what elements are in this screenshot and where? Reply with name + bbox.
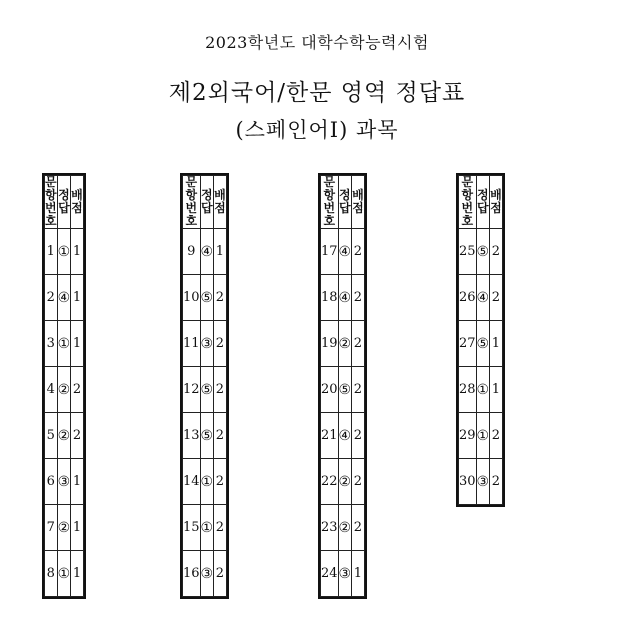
answer-block-2 — [180, 173, 229, 599]
answer-choice: ⑤ — [338, 367, 352, 413]
point-value: 1 — [71, 321, 84, 367]
table-row — [459, 367, 503, 413]
answer-table — [320, 175, 365, 597]
answer-choice: ④ — [200, 229, 214, 275]
answer-choice: ⑤ — [476, 229, 490, 275]
table-row — [183, 505, 227, 551]
point-value: 2 — [352, 229, 365, 275]
table-row — [321, 229, 365, 275]
subject-title: (스페인어Ⅰ) 과목 — [235, 118, 399, 142]
question-number: 3 — [45, 321, 58, 367]
question-number: 28 — [459, 367, 477, 413]
answer-choice: ③ — [57, 459, 71, 505]
question-number: 9 — [183, 229, 201, 275]
question-number: 5 — [45, 413, 58, 459]
point-value: 2 — [352, 321, 365, 367]
exam-year-title: 2023학년도 대학수학능력시험 — [205, 33, 429, 52]
answer-choice: ② — [338, 459, 352, 505]
point-value: 2 — [490, 459, 503, 505]
answer-choice: ① — [476, 367, 490, 413]
question-number: 2 — [45, 275, 58, 321]
question-number: 26 — [459, 275, 477, 321]
table-row — [321, 459, 365, 505]
table-row — [459, 413, 503, 459]
table-row — [183, 229, 227, 275]
question-number: 20 — [321, 367, 339, 413]
point-value: 1 — [71, 551, 84, 597]
answer-choice: ① — [57, 229, 71, 275]
answer-choice: ① — [57, 321, 71, 367]
point-value: 1 — [490, 367, 503, 413]
point-value: 2 — [352, 459, 365, 505]
answer-choice: ③ — [200, 551, 214, 597]
question-number: 24 — [321, 551, 339, 597]
table-row — [45, 505, 84, 551]
question-number: 17 — [321, 229, 339, 275]
question-number: 10 — [183, 275, 201, 321]
point-value: 2 — [214, 321, 227, 367]
table-row — [45, 275, 84, 321]
point-value: 2 — [71, 367, 84, 413]
table-row — [45, 551, 84, 597]
question-number: 13 — [183, 413, 201, 459]
table-header-row — [45, 176, 84, 229]
table-row — [183, 321, 227, 367]
table-row — [459, 229, 503, 275]
question-number: 23 — [321, 505, 339, 551]
answer-choice: ③ — [338, 551, 352, 597]
answer-table — [182, 175, 227, 597]
question-number: 6 — [45, 459, 58, 505]
question-number: 21 — [321, 413, 339, 459]
table-row — [45, 321, 84, 367]
point-value: 2 — [214, 459, 227, 505]
question-number: 14 — [183, 459, 201, 505]
point-value: 1 — [214, 229, 227, 275]
answer-table — [458, 175, 503, 505]
table-row — [321, 321, 365, 367]
point-value: 2 — [214, 367, 227, 413]
point-value: 1 — [71, 275, 84, 321]
answer-choice: ⑤ — [200, 367, 214, 413]
area-title: 제2외국어/한문 영역 정답표 — [168, 80, 466, 106]
answer-choice: ⑤ — [200, 275, 214, 321]
question-number: 27 — [459, 321, 477, 367]
table-row — [45, 413, 84, 459]
header-answer: 정 답 — [200, 176, 214, 229]
point-value: 2 — [490, 413, 503, 459]
table-row — [183, 367, 227, 413]
answer-choice: ① — [200, 459, 214, 505]
question-number: 12 — [183, 367, 201, 413]
question-number: 22 — [321, 459, 339, 505]
header-answer: 정 답 — [338, 176, 352, 229]
question-number: 25 — [459, 229, 477, 275]
answer-choice: ④ — [476, 275, 490, 321]
point-value: 1 — [490, 321, 503, 367]
point-value: 2 — [71, 413, 84, 459]
header-number: 문항 번호 — [459, 176, 477, 229]
answer-choice: ① — [200, 505, 214, 551]
point-value: 1 — [71, 229, 84, 275]
header-answer: 정 답 — [57, 176, 71, 229]
table-row — [45, 367, 84, 413]
answer-choice: ② — [338, 505, 352, 551]
answer-block-1 — [42, 173, 86, 599]
point-value: 2 — [352, 413, 365, 459]
table-row — [321, 367, 365, 413]
point-value: 1 — [71, 459, 84, 505]
header-points: 배 점 — [490, 176, 503, 229]
question-number: 7 — [45, 505, 58, 551]
point-value: 2 — [214, 551, 227, 597]
answer-table — [44, 175, 84, 597]
answer-choice: ② — [57, 367, 71, 413]
question-number: 18 — [321, 275, 339, 321]
point-value: 1 — [352, 551, 365, 597]
answer-choice: ④ — [338, 229, 352, 275]
point-value: 2 — [490, 229, 503, 275]
question-number: 16 — [183, 551, 201, 597]
question-number: 19 — [321, 321, 339, 367]
table-row — [459, 321, 503, 367]
point-value: 1 — [71, 505, 84, 551]
answer-choice: ② — [57, 413, 71, 459]
point-value: 2 — [352, 275, 365, 321]
answer-choice: ① — [476, 413, 490, 459]
table-row — [459, 459, 503, 505]
point-value: 2 — [214, 413, 227, 459]
table-header-row — [321, 176, 365, 229]
header-number: 문항 번호 — [45, 175, 57, 228]
header-points: 배 점 — [352, 176, 365, 229]
answer-choice: ② — [57, 505, 71, 551]
question-number: 15 — [183, 505, 201, 551]
table-row — [45, 229, 84, 275]
point-value: 2 — [214, 275, 227, 321]
answer-choice: ⑤ — [476, 321, 490, 367]
header-points: 배 점 — [214, 176, 227, 229]
point-value: 2 — [352, 367, 365, 413]
question-number: 8 — [45, 551, 58, 597]
question-number: 30 — [459, 459, 477, 505]
table-row — [321, 551, 365, 597]
header-number: 문항 번호 — [183, 176, 201, 229]
table-row — [321, 505, 365, 551]
header-number: 문항 번호 — [321, 176, 339, 229]
answer-choice: ④ — [57, 275, 71, 321]
table-row — [459, 275, 503, 321]
answer-block-3 — [318, 173, 367, 599]
table-header-row — [183, 176, 227, 229]
answer-block-4 — [456, 173, 505, 507]
question-number: 4 — [45, 367, 58, 413]
table-row — [183, 413, 227, 459]
point-value: 2 — [490, 275, 503, 321]
table-row — [321, 413, 365, 459]
table-row — [183, 275, 227, 321]
table-row — [321, 275, 365, 321]
answer-choice: ② — [338, 321, 352, 367]
answer-choice: ⑤ — [200, 413, 214, 459]
question-number: 11 — [183, 321, 201, 367]
point-value: 2 — [214, 505, 227, 551]
answer-choice: ① — [57, 551, 71, 597]
answer-choice: ③ — [476, 459, 490, 505]
table-row — [183, 551, 227, 597]
header-answer: 정 답 — [476, 176, 490, 229]
answer-choice: ④ — [338, 275, 352, 321]
header-points: 배 점 — [71, 176, 84, 229]
answer-choice: ③ — [200, 321, 214, 367]
table-header-row — [459, 176, 503, 229]
question-number: 29 — [459, 413, 477, 459]
answer-choice: ④ — [338, 413, 352, 459]
table-row — [183, 459, 227, 505]
table-row — [45, 459, 84, 505]
point-value: 2 — [352, 505, 365, 551]
question-number: 1 — [45, 229, 58, 275]
